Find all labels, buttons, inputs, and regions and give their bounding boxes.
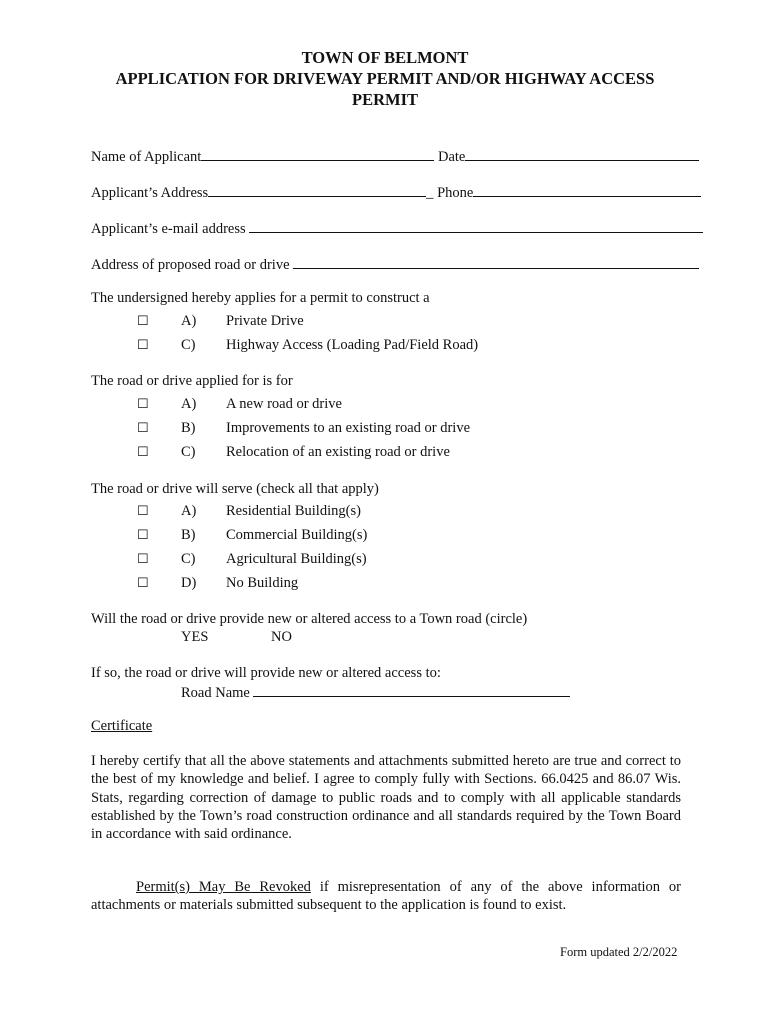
option-letter: A) bbox=[181, 313, 197, 329]
applied-option-a bbox=[91, 395, 711, 413]
checkbox-agricultural[interactable]: ☐ bbox=[137, 551, 149, 566]
access-question: Will the road or drive provide new or altered access to a Town road (circle) bbox=[91, 611, 528, 627]
option-letter: B) bbox=[181, 527, 196, 543]
serve-option-b bbox=[91, 526, 711, 544]
option-text: Relocation of an existing road or drive bbox=[226, 444, 450, 460]
road-name-row bbox=[91, 682, 711, 700]
option-text: No Building bbox=[226, 575, 299, 591]
address-trail: _ bbox=[426, 185, 434, 201]
option-text: Agricultural Building(s) bbox=[226, 551, 367, 567]
phone-field[interactable] bbox=[473, 182, 701, 197]
option-letter: C) bbox=[181, 444, 196, 460]
form-header bbox=[0, 47, 770, 110]
name-field[interactable] bbox=[201, 146, 434, 161]
serve-option-a bbox=[91, 502, 711, 520]
revoke-paragraph bbox=[91, 878, 681, 915]
checkbox-highway-access[interactable]: ☐ bbox=[137, 337, 149, 352]
serve-intro: The road or drive will serve (check all that apply) bbox=[91, 481, 379, 497]
option-text: Residential Building(s) bbox=[226, 503, 361, 519]
option-letter: A) bbox=[181, 396, 197, 412]
address-label: Applicant’s Address bbox=[91, 185, 209, 201]
certificate-body: I hereby certify that all the above statements and attachments submitted hereto are true and correct to the best of my knowledge and belief. I agree to comply fully with Sections. 66.0425 and 86.07 Wis. Stats, regarding correction of damage to public roads and to comply with all applicable standards established by the Town’s road construction ordinance and all standards required by the Town Board in accordance with said ordinance. bbox=[91, 753, 681, 843]
proposed-address-field[interactable] bbox=[293, 254, 699, 269]
name-label: Name of Applicant bbox=[91, 149, 202, 165]
date-field[interactable] bbox=[465, 146, 699, 161]
checkbox-relocation[interactable]: ☐ bbox=[137, 444, 149, 459]
checkbox-residential[interactable]: ☐ bbox=[137, 503, 149, 518]
option-letter: D) bbox=[181, 575, 197, 591]
checkbox-new-road[interactable]: ☐ bbox=[137, 396, 149, 411]
phone-label: Phone bbox=[437, 185, 474, 201]
revoke-text: if misrepresentation of any of the above information or attachments or materials submitted subsequent to the application is found to exist. bbox=[91, 879, 681, 914]
option-letter: A) bbox=[181, 503, 197, 519]
checkbox-private-drive[interactable]: ☐ bbox=[137, 313, 149, 328]
option-text: A new road or drive bbox=[226, 396, 342, 412]
option-text: Highway Access (Loading Pad/Field Road) bbox=[226, 337, 479, 353]
form-title-line2: PERMIT bbox=[352, 90, 418, 109]
ifso-text: If so, the road or drive will provide new or altered access to: bbox=[91, 665, 441, 681]
checkbox-no-building[interactable]: ☐ bbox=[137, 575, 149, 590]
proposed-address-row bbox=[91, 254, 711, 274]
email-field[interactable] bbox=[249, 218, 703, 233]
address-field[interactable] bbox=[208, 182, 426, 197]
proposed-address-label: Address of proposed road or drive bbox=[91, 257, 290, 273]
applied-option-c bbox=[91, 443, 711, 461]
checkbox-commercial[interactable]: ☐ bbox=[137, 527, 149, 542]
date-label: Date bbox=[437, 149, 466, 165]
option-letter: B) bbox=[181, 420, 196, 436]
checkbox-improvements[interactable]: ☐ bbox=[137, 420, 149, 435]
construct-intro: The undersigned hereby applies for a permit to construct a bbox=[91, 290, 430, 306]
town-title: TOWN OF BELMONT bbox=[301, 48, 469, 67]
address-phone-row bbox=[91, 182, 711, 202]
option-letter: C) bbox=[181, 337, 196, 353]
road-name-label: Road Name bbox=[181, 685, 250, 701]
yes-option[interactable]: YES bbox=[181, 629, 209, 645]
applied-for-intro: The road or drive applied for is for bbox=[91, 373, 293, 389]
form-updated-date: Form updated 2/2/2022 bbox=[560, 945, 678, 959]
construct-option-a bbox=[91, 312, 711, 330]
revoke-heading: Permit(s) May Be Revoked bbox=[136, 879, 311, 895]
no-option[interactable]: NO bbox=[271, 629, 292, 645]
form-title-line1: APPLICATION FOR DRIVEWAY PERMIT AND/OR HIGHWAY ACCESS bbox=[115, 69, 655, 88]
email-row bbox=[91, 218, 711, 238]
certificate-heading: Certificate bbox=[91, 718, 153, 734]
option-text: Private Drive bbox=[226, 313, 304, 329]
option-text: Commercial Building(s) bbox=[226, 527, 368, 543]
email-label: Applicant’s e-mail address bbox=[91, 221, 246, 237]
serve-option-c bbox=[91, 550, 711, 568]
applied-option-b bbox=[91, 419, 711, 437]
name-date-row bbox=[91, 146, 711, 166]
road-name-field[interactable] bbox=[253, 682, 570, 697]
option-letter: C) bbox=[181, 551, 196, 567]
yes-no-row bbox=[91, 628, 711, 646]
option-text: Improvements to an existing road or drive bbox=[226, 420, 471, 436]
construct-option-c bbox=[91, 336, 711, 354]
serve-option-d bbox=[91, 574, 711, 592]
